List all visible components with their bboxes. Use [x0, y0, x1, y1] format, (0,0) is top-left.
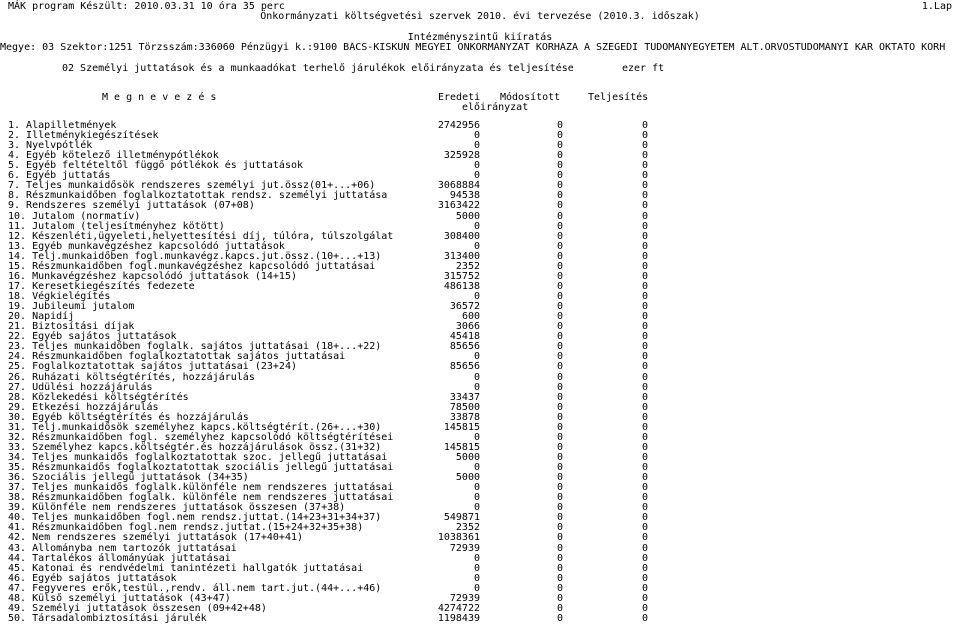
teljesites-value: 0 [641, 280, 648, 292]
row-label: 17. Keresetkiegészítés fedezete [8, 280, 195, 292]
modositott-value: 0 [556, 301, 563, 313]
modositott-value: 0 [556, 451, 563, 463]
row-label: 40. Teljes munkaidőben fogl.nem rendsz.juttat.(14+23+31+34+37) [8, 512, 382, 524]
eredeti-value: 3068884 [437, 180, 480, 192]
teljesites-value: 0 [641, 512, 648, 524]
row-label: 10. Jutalom (normatív) [8, 210, 141, 222]
teljesites-value: 0 [641, 321, 648, 333]
teljesites-value: 0 [641, 502, 648, 514]
modositott-value: 0 [556, 130, 563, 142]
teljesites-value: 0 [641, 291, 648, 303]
eredeti-value: 549871 [443, 512, 480, 524]
row-label: 4. Egyéb kötelező illetménypótlékok [8, 150, 219, 162]
teljesites-value: 0 [641, 582, 648, 594]
teljesites-value: 0 [641, 331, 648, 343]
modositott-value: 0 [556, 341, 563, 353]
teljesites-value: 0 [641, 150, 648, 162]
row-label: 24. Részmunkaidőben foglalkoztatottak sajátos juttatásai [8, 351, 346, 363]
modositott-value: 0 [556, 170, 563, 182]
eredeti-value: 0 [473, 160, 480, 172]
eredeti-value: 2742956 [437, 120, 480, 131]
row-label: 12. Készenléti,ügyeleti,helyettesítési díj, túlóra, túlszolgálat [8, 230, 393, 242]
eredeti-value: 308400 [443, 230, 480, 242]
eredeti-value: 0 [473, 291, 480, 303]
modositott-value: 0 [556, 512, 563, 524]
eredeti-value: 0 [473, 371, 480, 383]
teljesites-value: 0 [641, 210, 648, 222]
modositott-value: 0 [556, 411, 563, 423]
eredeti-value: 0 [473, 220, 480, 232]
row-label: 5. Egyéb feltételtől függő pótlékok és juttatások [8, 160, 304, 172]
row-label: 38. Részmunkaidőben foglalk. különféle nem rendszeres juttatásai [8, 492, 393, 504]
eredeti-value: 3163422 [437, 200, 480, 212]
teljesites-value: 0 [641, 180, 648, 192]
eredeti-value: 5000 [455, 472, 480, 484]
eredeti-value: 3066 [455, 321, 480, 333]
row-label: 11. Jutalom (teljesítményhez kötött) [8, 220, 225, 232]
teljesites-value: 0 [641, 602, 648, 614]
eredeti-value: 2352 [455, 260, 480, 272]
teljesites-value: 0 [641, 401, 648, 413]
eredeti-value: 94538 [449, 190, 480, 202]
row-label: 13. Egyéb munkavégzéshez kapcsolódó juttatások [8, 240, 285, 252]
modositott-value: 0 [556, 552, 563, 564]
eredeti-value: 1038361 [437, 532, 480, 544]
modositott-value: 0 [556, 572, 563, 584]
modositott-value: 0 [556, 210, 563, 222]
modositott-value: 0 [556, 582, 563, 594]
teljesites-value: 0 [641, 240, 648, 252]
modositott-value: 0 [556, 431, 563, 443]
modositott-value: 0 [556, 592, 563, 604]
teljesites-value: 0 [641, 250, 648, 262]
teljesites-value: 0 [641, 120, 648, 131]
modositott-value: 0 [556, 220, 563, 232]
modositott-value: 0 [556, 311, 563, 323]
eredeti-value: 1198439 [437, 612, 480, 624]
modositott-value: 0 [556, 482, 563, 494]
modositott-value: 0 [556, 160, 563, 172]
row-label: 41. Részmunkaidőben fogl.nem rendsz.juttat.(15+24+32+35+38) [8, 522, 364, 534]
eredeti-value: 85656 [449, 361, 480, 373]
eredeti-value: 0 [473, 140, 480, 152]
teljesites-value: 0 [641, 391, 648, 403]
teljesites-value: 0 [641, 552, 648, 564]
row-label: 43. Állományba nem tartozók juttatásai [8, 542, 237, 554]
institution-line: Megye: 03 Szektor:1251 Törzsszám:336060 Pénzügyi k.:9100 BÁCS-KISKUN MEGYEI ÖNKORMÁNYZAT KORHÁZA A SZEGEDI TUDOMÁNYEGYETEM ÁLT.ORVOSTUDOMÁNYI KAR OKTATO KORH [0, 42, 946, 53]
row-label: 49. Személyi juttatások összesen (09+42+48) [8, 602, 267, 614]
teljesites-value: 0 [641, 140, 648, 152]
row-label: 50. Társadalombiztosítási járulék [8, 612, 207, 624]
page-number: 1.Lap [921, 1, 952, 12]
row-label: 20. Napidíj [8, 311, 75, 323]
column-header-teljesites: Teljesítés [588, 92, 649, 103]
row-label: 6. Egyéb juttatás [8, 170, 111, 182]
eredeti-value: 600 [461, 311, 480, 323]
eredeti-value: 0 [473, 351, 480, 363]
modositott-value: 0 [556, 260, 563, 272]
teljesites-value: 0 [641, 301, 648, 313]
eredeti-value: 325928 [443, 150, 480, 162]
modositott-value: 0 [556, 492, 563, 504]
row-label: 26. Ruházati költségtérítés, hozzájárulás [8, 371, 255, 383]
row-label: 35. Részmunkaidős foglalkoztatottak szociális jellegű juttatásai [8, 462, 393, 474]
column-header-eloiranyzat: előirányzat [462, 102, 529, 113]
eredeti-value: 0 [473, 492, 480, 504]
teljesites-value: 0 [641, 361, 648, 373]
modositott-value: 0 [556, 230, 563, 242]
column-header-eredeti: Eredeti [438, 92, 481, 103]
column-header-label: M e g n e v e z é s [102, 92, 217, 103]
eredeti-value: 145815 [443, 441, 480, 453]
row-label: 33. Személyhez kapcs.költségtér.és hozzájárulások össz.(31+32) [8, 441, 382, 453]
teljesites-value: 0 [641, 381, 648, 393]
eredeti-value: 486138 [443, 280, 480, 292]
modositott-value: 0 [556, 401, 563, 413]
eredeti-value: 0 [473, 381, 480, 393]
row-label: 34. Teljes munkaidős foglalkoztatottak szoc. jellegű juttatásai [8, 451, 388, 463]
modositott-value: 0 [556, 532, 563, 544]
eredeti-value: 45418 [449, 331, 480, 343]
modositott-value: 0 [556, 150, 563, 162]
modositott-value: 0 [556, 361, 563, 373]
teljesites-value: 0 [641, 492, 648, 504]
row-label: 27. Üdülési hozzájárulás [8, 381, 153, 393]
teljesites-value: 0 [641, 351, 648, 363]
row-label: 30. Egyéb költségtérítés és hozzájárulás [8, 411, 249, 423]
eredeti-value: 0 [473, 502, 480, 514]
row-label: 25. Foglalkoztatottak sajátos juttatásai (23+24) [8, 361, 297, 373]
report-title: Önkormányzati költségvetési szervek 2010. évi tervezése (2010.3. időszak) [260, 11, 700, 22]
modositott-value: 0 [556, 381, 563, 393]
teljesites-value: 0 [641, 572, 648, 584]
teljesites-value: 0 [641, 592, 648, 604]
row-label: 7. Teljes munkaidősök rendszeres személyi jut.össz(01+...+06) [8, 180, 376, 192]
teljesites-value: 0 [641, 462, 648, 474]
eredeti-value: 0 [473, 572, 480, 584]
row-label: 44. Tartalékos állományúak juttatásai [8, 552, 231, 564]
modositott-value: 0 [556, 472, 563, 484]
eredeti-value: 72939 [449, 542, 480, 554]
modositott-value: 0 [556, 200, 563, 212]
modositott-value: 0 [556, 140, 563, 152]
column-header-modositott: Módosított [500, 92, 561, 103]
eredeti-value: 0 [473, 431, 480, 443]
row-label: 39. Különféle nem rendszeres juttatások összesen (37+38) [8, 502, 346, 514]
eredeti-value: 4274722 [437, 602, 480, 614]
modositott-value: 0 [556, 321, 563, 333]
row-label: 16. Munkavégzéshez kapcsolódó juttatások (14+15) [8, 270, 297, 282]
eredeti-value: 5000 [455, 210, 480, 222]
modositott-value: 0 [556, 280, 563, 292]
row-label: 36. Szociális jellegű juttatások (34+35) [8, 472, 249, 484]
eredeti-value: 0 [473, 482, 480, 494]
modositott-value: 0 [556, 462, 563, 474]
modositott-value: 0 [556, 190, 563, 202]
row-label: 3. Nyelvpótlék [8, 140, 93, 152]
teljesites-value: 0 [641, 270, 648, 282]
modositott-value: 0 [556, 602, 563, 614]
teljesites-value: 0 [641, 431, 648, 443]
eredeti-value: 36572 [449, 301, 480, 313]
eredeti-value: 315752 [443, 270, 480, 282]
teljesites-value: 0 [641, 341, 648, 353]
modositott-value: 0 [556, 351, 563, 363]
teljesites-value: 0 [641, 160, 648, 172]
teljesites-value: 0 [641, 170, 648, 182]
modositott-value: 0 [556, 522, 563, 534]
teljesites-value: 0 [641, 260, 648, 272]
row-label: 1. Alapilletmények [8, 120, 117, 131]
eredeti-value: 33878 [449, 411, 480, 423]
row-label: 28. Közlekedési költségtérítés [8, 391, 189, 403]
eredeti-value: 313400 [443, 250, 480, 262]
teljesites-value: 0 [641, 190, 648, 202]
report-subtitle: Intézményszintű kiíratás [407, 32, 553, 43]
row-label: 47. Fegyveres erők,testül.,rendv. áll.nem tart.jut.(44+...+46) [8, 582, 382, 594]
eredeti-value: 85656 [449, 341, 480, 353]
teljesites-value: 0 [641, 220, 648, 232]
eredeti-value: 5000 [455, 451, 480, 463]
teljesites-value: 0 [641, 200, 648, 212]
modositott-value: 0 [556, 542, 563, 554]
teljesites-value: 0 [641, 421, 648, 433]
row-label: 23. Teljes munkaidőben foglalk. sajátos juttatásai (18+...+22) [8, 341, 382, 353]
modositott-value: 0 [556, 250, 563, 262]
eredeti-value: 78500 [449, 401, 480, 413]
eredeti-value: 0 [473, 582, 480, 594]
teljesites-value: 0 [641, 472, 648, 484]
teljesites-value: 0 [641, 451, 648, 463]
eredeti-value: 0 [473, 130, 480, 142]
teljesites-value: 0 [641, 311, 648, 323]
eredeti-value: 33437 [449, 391, 480, 403]
row-label: 18. Végkielégítés [8, 291, 111, 303]
modositott-value: 0 [556, 120, 563, 131]
row-label: 32. Részmunkaidőben fogl. személyhez kapcsolódó költségtérítései [8, 431, 393, 443]
eredeti-value: 0 [473, 170, 480, 182]
eredeti-value: 145815 [443, 421, 480, 433]
row-label: 45. Katonai és rendvédelmi tanintézeti hallgatók juttatásai [8, 562, 364, 574]
modositott-value: 0 [556, 291, 563, 303]
eredeti-value: 0 [473, 552, 480, 564]
table-row [0, 613, 960, 625]
modositott-value: 0 [556, 502, 563, 514]
eredeti-value: 0 [473, 462, 480, 474]
modositott-value: 0 [556, 421, 563, 433]
teljesites-value: 0 [641, 612, 648, 624]
modositott-value: 0 [556, 612, 563, 624]
row-label: 14. Telj.munkaidőben fogl.munkavégz.kapcs.jut.össz.(10+...+13) [8, 250, 382, 262]
modositott-value: 0 [556, 270, 563, 282]
modositott-value: 0 [556, 180, 563, 192]
modositott-value: 0 [556, 240, 563, 252]
teljesites-value: 0 [641, 411, 648, 423]
row-label: 48. Külső személyi juttatások (43+47) [8, 592, 231, 604]
row-label: 37. Teljes munkaidős foglalk.különféle nem rendszeres juttatásai [8, 482, 393, 494]
row-label: 42. Nem rendszeres személyi juttatások (17+40+41) [8, 532, 304, 544]
row-label: 46. Egyéb sajátos juttatások [8, 572, 177, 584]
teljesites-value: 0 [641, 441, 648, 453]
teljesites-value: 0 [641, 230, 648, 242]
unit-label: ezer ft [622, 63, 665, 74]
teljesites-value: 0 [641, 482, 648, 494]
report-program-line: MÁK program Készült: 2010.03.31 10 óra 35 perc [8, 1, 285, 12]
row-label: 15. Részmunkaidőben fogl.munkavégzéshez kapcsolódó juttatásai [8, 260, 376, 272]
teljesites-value: 0 [641, 562, 648, 574]
row-label: 2. Illetménykiegészítések [8, 130, 159, 142]
modositott-value: 0 [556, 441, 563, 453]
row-label: 9. Rendszeres személyi juttatások (07+08) [8, 200, 255, 212]
teljesites-value: 0 [641, 532, 648, 544]
row-label: 8. Részmunkaidőben foglalkoztatottak rendsz. személyi juttatása [8, 190, 388, 202]
modositott-value: 0 [556, 371, 563, 383]
teljesites-value: 0 [641, 542, 648, 554]
row-label: 22. Egyéb sajátos juttatások [8, 331, 177, 343]
section-title: 02 Személyi juttatások és a munkaadókat terhelő járulékok előirányzata és teljesítése [62, 63, 574, 74]
row-label: 19. Jubileumi jutalom [8, 301, 135, 313]
modositott-value: 0 [556, 331, 563, 343]
row-label: 29. Étkezési hozzájárulás [8, 401, 159, 413]
teljesites-value: 0 [641, 371, 648, 383]
modositott-value: 0 [556, 391, 563, 403]
teljesites-value: 0 [641, 130, 648, 142]
eredeti-value: 0 [473, 240, 480, 252]
row-label: 31. Telj.munkaidősök személyhez kapcs.költségtérít.(26+...+30) [8, 421, 382, 433]
eredeti-value: 0 [473, 562, 480, 574]
teljesites-value: 0 [641, 522, 648, 534]
eredeti-value: 72939 [449, 592, 480, 604]
eredeti-value: 2352 [455, 522, 480, 534]
row-label: 21. Biztosítási díjak [8, 321, 135, 333]
modositott-value: 0 [556, 562, 563, 574]
